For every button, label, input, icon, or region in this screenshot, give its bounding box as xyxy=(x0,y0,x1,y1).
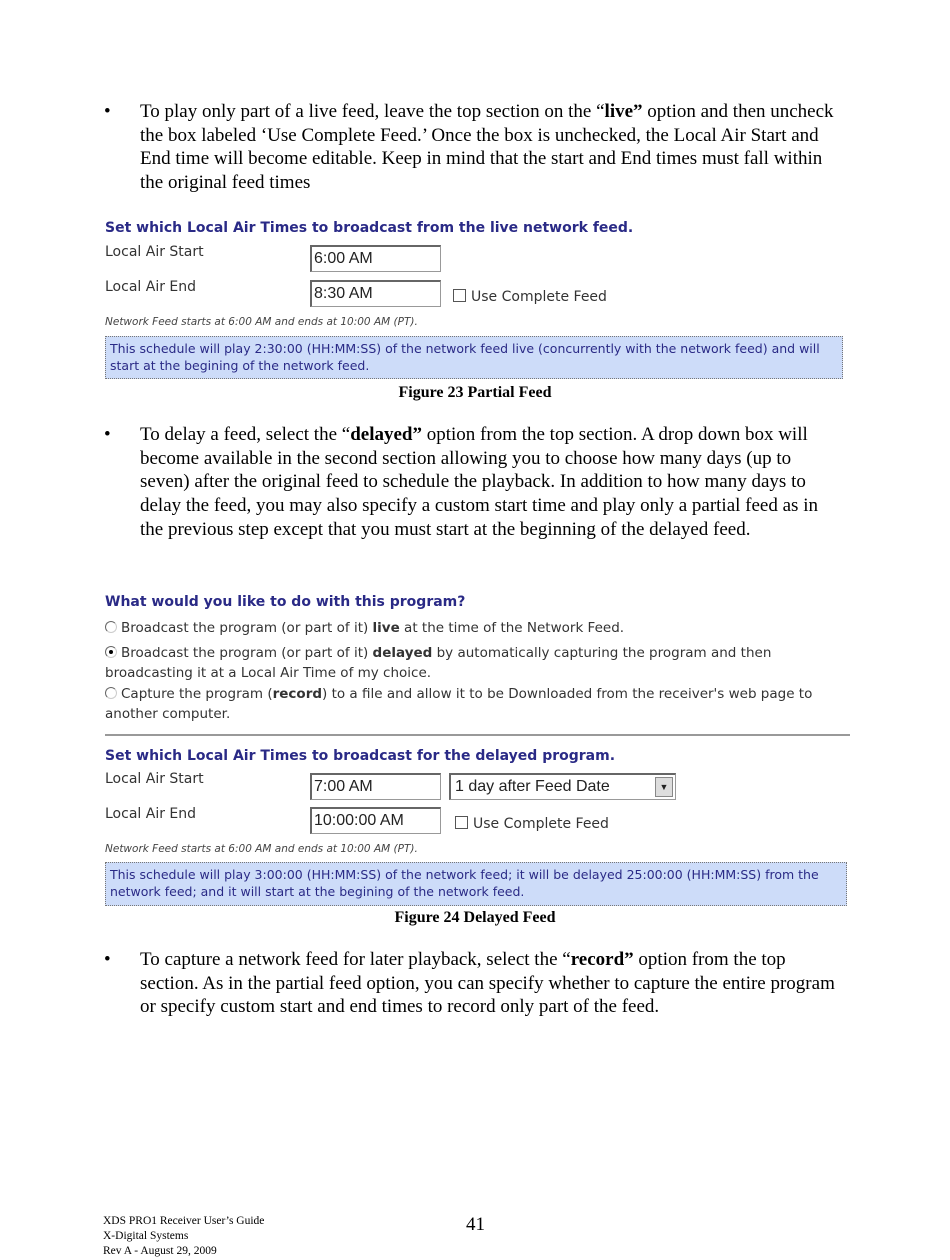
option-live[interactable]: Broadcast the program (or part of it) live at the time of the Network Feed. xyxy=(105,618,847,638)
radio-live[interactable] xyxy=(105,621,117,633)
figure-caption: Figure 23 Partial Feed xyxy=(398,384,552,401)
delay-days-select[interactable]: 1 day after Feed Date ▼ xyxy=(449,773,676,800)
bullet-partial-feed xyxy=(104,100,844,195)
use-complete-feed-label: Use Complete Feed xyxy=(473,816,609,832)
program-question-heading: What would you like to do with this program? xyxy=(105,594,466,610)
footer-guide-title: XDS PRO1 Receiver User’s Guide xyxy=(103,1215,265,1227)
figure-partial-feed xyxy=(105,220,847,380)
network-feed-note: Network Feed starts at 6:00 AM and ends at 10:00 AM (PT). xyxy=(105,843,418,855)
bullet-record-feed xyxy=(104,948,844,1019)
bullet-text: option from the top section. As in the partial feed option, you can specify whether to capture the entire program or specify custom start and end times to record only part of the feed. xyxy=(140,949,835,1018)
local-air-start-input[interactable]: 7:00 AM xyxy=(310,773,441,800)
use-complete-feed-label: Use Complete Feed xyxy=(471,289,607,305)
local-air-start-label: Local Air Start xyxy=(105,244,204,260)
bullet-icon: • xyxy=(104,424,111,445)
footer-company: X-Digital Systems xyxy=(103,1230,189,1242)
bullet-text: option from the top section. A drop down box will become available in the second section allowing you to choose how many days (up to seven) after the original feed to schedule the playback. In addition to how many days to delay the feed, you may also specify a custom start time and play only a partial feed as in the previous step except that you must start at the beginning of the delayed feed. xyxy=(140,424,818,540)
bullet-text: option and then uncheck the box labeled ‘Use Complete Feed.’ Once the box is unchecked, the Local Air Start and End time will become editable. Keep in mind that the start and End times must fall within the original feed times xyxy=(140,101,834,194)
radio-delayed[interactable] xyxy=(105,646,117,658)
local-air-start-input[interactable]: 6:00 AM xyxy=(310,245,441,272)
section-divider xyxy=(105,734,850,736)
option-record[interactable]: Capture the program (record) to a file and allow it to be Downloaded from the receiver's web page to another computer. xyxy=(105,686,813,722)
figure-caption: Figure 24 Delayed Feed xyxy=(394,909,556,926)
bullet-icon: • xyxy=(104,949,111,970)
bullet-text: To play only part of a live feed, leave the top section on the “ xyxy=(140,101,605,122)
section-heading: Set which Local Air Times to broadcast from the live network feed. xyxy=(105,220,634,236)
local-air-start-label: Local Air Start xyxy=(105,771,204,787)
bullet-delayed-feed xyxy=(104,423,844,542)
local-air-end-input[interactable]: 8:30 AM xyxy=(310,280,441,307)
use-complete-feed-checkbox[interactable] xyxy=(453,289,466,302)
chevron-down-icon[interactable]: ▼ xyxy=(655,777,673,797)
page-number: 41 xyxy=(466,1214,485,1235)
bullet-icon: • xyxy=(104,101,111,122)
schedule-info-box: This schedule will play 2:30:00 (HH:MM:SS) of the network feed live (concurrently with the network feed) and will start at the begining of the network feed. xyxy=(105,336,843,379)
bullet-bold: record” xyxy=(570,949,634,970)
network-feed-note: Network Feed starts at 6:00 AM and ends at 10:00 AM (PT). xyxy=(105,316,418,328)
local-air-end-input[interactable]: 10:00:00 AM xyxy=(310,807,441,834)
bullet-bold: delayed” xyxy=(350,424,422,445)
radio-record[interactable] xyxy=(105,687,117,699)
footer-revision: Rev A - August 29, 2009 xyxy=(103,1245,217,1257)
figure-delayed-feed xyxy=(105,594,847,909)
option-delayed[interactable]: Broadcast the program (or part of it) delayed by automatically capturing the program and then broadcasting it at a Local Air Time of my choice. xyxy=(105,645,772,681)
local-air-end-label: Local Air End xyxy=(105,806,197,822)
bullet-bold: live” xyxy=(604,101,643,122)
bullet-text: To capture a network feed for later playback, select the “ xyxy=(140,949,571,970)
footer xyxy=(103,1214,264,1259)
section-heading: Set which Local Air Times to broadcast for the delayed program. xyxy=(105,748,616,764)
bullet-text: To delay a feed, select the “ xyxy=(140,424,351,445)
schedule-info-box: This schedule will play 3:00:00 (HH:MM:SS) of the network feed; it will be delayed 25:00:00 (HH:MM:SS) from the network feed; and it will start at the begining of the network feed. xyxy=(105,862,847,906)
local-air-end-label: Local Air End xyxy=(105,279,197,295)
use-complete-feed-checkbox[interactable] xyxy=(455,816,468,829)
